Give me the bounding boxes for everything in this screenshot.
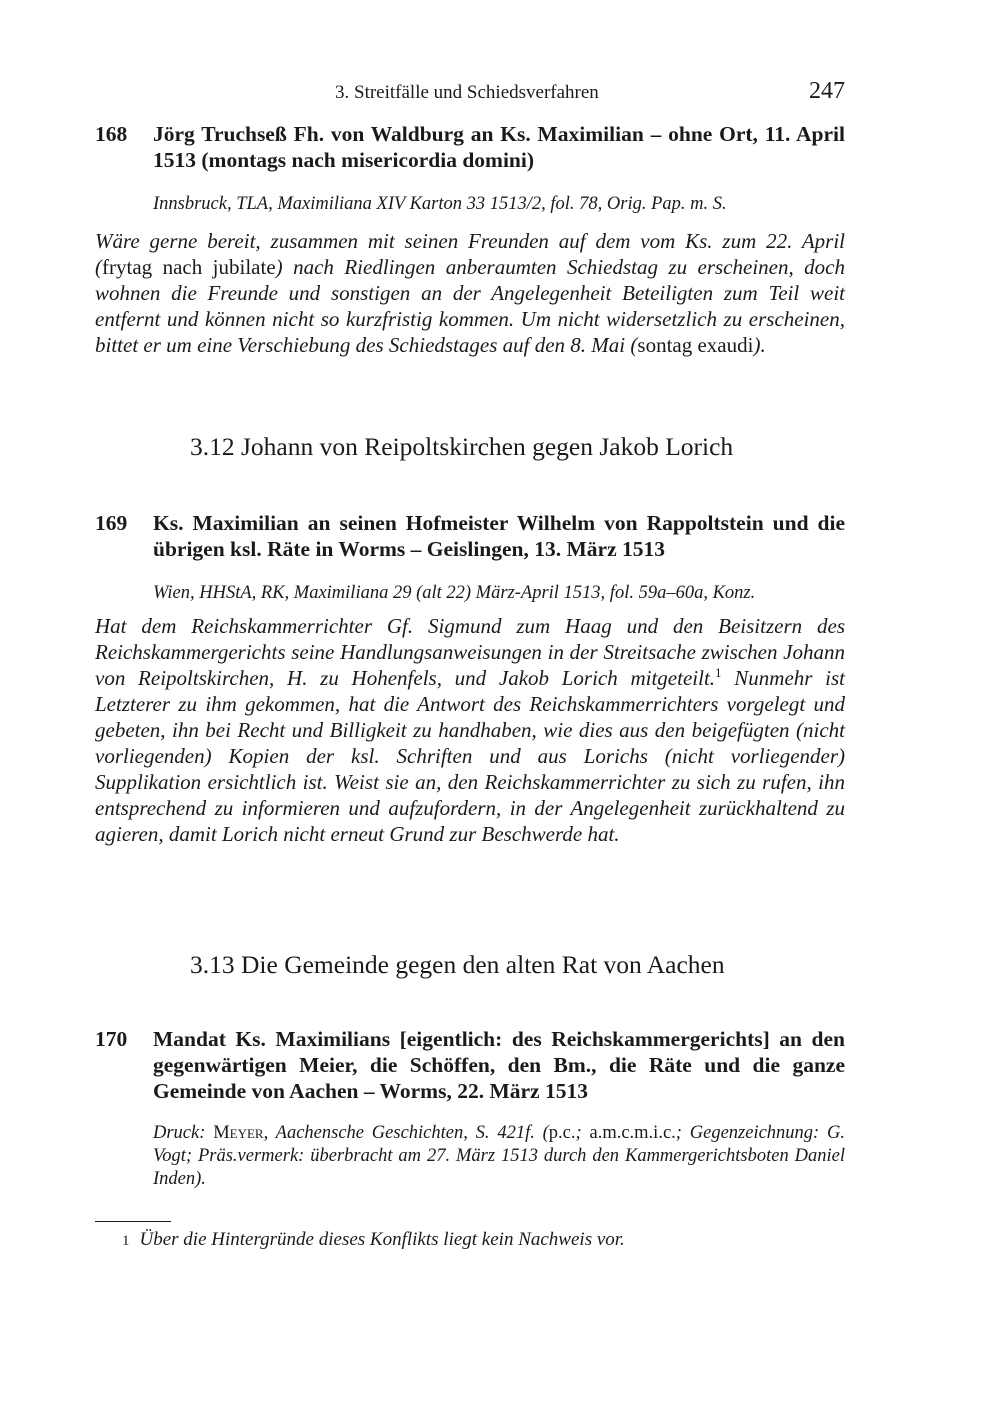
entry-regest xyxy=(95,228,845,358)
source-text: Druck: xyxy=(153,1123,214,1143)
source-quote: a.m.c.m.i.c. xyxy=(589,1123,676,1143)
footnote-number: 1 xyxy=(122,1233,130,1249)
regest-text: Wäre gerne bereit, zusammen mit seinen Freunden auf dem vom Ks. zum 22. April ( xyxy=(95,229,845,279)
source-quote: p.c. xyxy=(548,1123,576,1143)
regest-quote: sontag exaudi xyxy=(637,333,754,357)
section-heading-3-13: 3.13 Die Gemeinde gegen den alten Rat von Aachen xyxy=(190,950,725,979)
footnote-rule xyxy=(95,1221,171,1222)
running-head-title: 3. Streitfälle und Schiedsverfahren xyxy=(335,82,599,103)
regest-quote: frytag nach jubilate xyxy=(102,255,276,279)
entry-heading: Mandat Ks. Maximilians [eigentlich: des Reichskammergerichts] an den gegenwärtigen Meier, die Schöffen, den Bm., die Räte und die ganze Gemeinde von Aachen – Worms, 22. März 1513 xyxy=(153,1027,845,1103)
entry-regest xyxy=(95,613,845,847)
footnote-text: Über die Hintergründe dieses Konflikts liegt kein Nachweis vor. xyxy=(139,1229,625,1250)
entry-170 xyxy=(95,1026,845,1191)
section-heading-3-12: 3.12 Johann von Reipoltskirchen gegen Jakob Lorich xyxy=(190,432,734,461)
source-text: ; Gegenzeichnung: G. Vogt; Präs.vermerk: überbracht am 27. März 1513 durch den Kammergerichtsboten Daniel Inden). xyxy=(153,1123,845,1189)
footnote xyxy=(122,1228,625,1253)
regest-text: ) nach Riedlingen anberaumten Schiedstag zu erscheinen, doch wohnen die Freunde und sonstigen an der Angelegenheit Beteiligten zum Teil weit entfernt und können nicht so kurzfristig kommen. Um nicht widersetzlich zu erscheinen, bittet er um eine Verschiebung des Schiedstages auf den 8. Mai ( xyxy=(95,255,845,357)
regest-text: Nunmehr ist Letzterer zu ihm gekommen, hat die Antwort des Reichskammerrichters vorgelegt und gebeten, ihn bei Recht und Billigkeit zu handhaben, wie dies aus den beigefügten (nicht vorliegenden) Kopien der ksl. Schriften und aus Lorichs (nicht vorliegender) Supplikation ersichtlich ist. Weist sie an, den Reichskammerrichter zu sich zu rufen, ihn entsprechend zu informieren und aufzufordern, in der Angelegenheit zurückhaltend zu agieren, damit Lorich nicht erneut Grund zur Beschwerde hat. xyxy=(95,666,845,846)
footnote-reference[interactable]: 1 xyxy=(715,665,722,680)
entry-number: 169 xyxy=(95,511,128,535)
entry-source: Innsbruck, TLA, Maximiliana XIV Karton 33 1513/2, fol. 78, Orig. Pap. m. S. xyxy=(153,194,727,214)
entry-source: Wien, HHStA, RK, Maximiliana 29 (alt 22) März-April 1513, fol. 59a–60a, Konz. xyxy=(153,583,756,603)
entry-number: 170 xyxy=(95,1027,128,1051)
running-head xyxy=(95,80,845,110)
regest-text: Hat dem Reichskammerrichter Gf. Sigmund zum Haag und den Beisitzern des Reichskammergerichts seine Handlungsanweisungen in der Streitsache zwischen Johann von Reipoltskirchen, H. zu Hohenfels, und Jakob Lorich mitgeteilt. xyxy=(95,614,845,690)
page-number: 247 xyxy=(809,78,845,104)
source-author: Meyer xyxy=(213,1123,264,1143)
entry-heading: Ks. Maximilian an seinen Hofmeister Wilhelm von Rappoltstein und die übrigen ksl. Räte in Worms – Geislingen, 13. März 1513 xyxy=(153,511,845,561)
entry-168 xyxy=(95,121,845,358)
entry-number: 168 xyxy=(95,122,128,146)
regest-text: ). xyxy=(753,333,766,357)
source-text: ; xyxy=(575,1123,590,1143)
entry-source xyxy=(153,1122,845,1191)
entry-169 xyxy=(95,510,845,847)
entry-heading: Jörg Truchseß Fh. von Waldburg an Ks. Maximilian – ohne Ort, 11. April 1513 (montags nach misericordia domini) xyxy=(153,122,845,172)
source-text: , Aachensche Geschichten, S. 421f. ( xyxy=(263,1123,549,1143)
